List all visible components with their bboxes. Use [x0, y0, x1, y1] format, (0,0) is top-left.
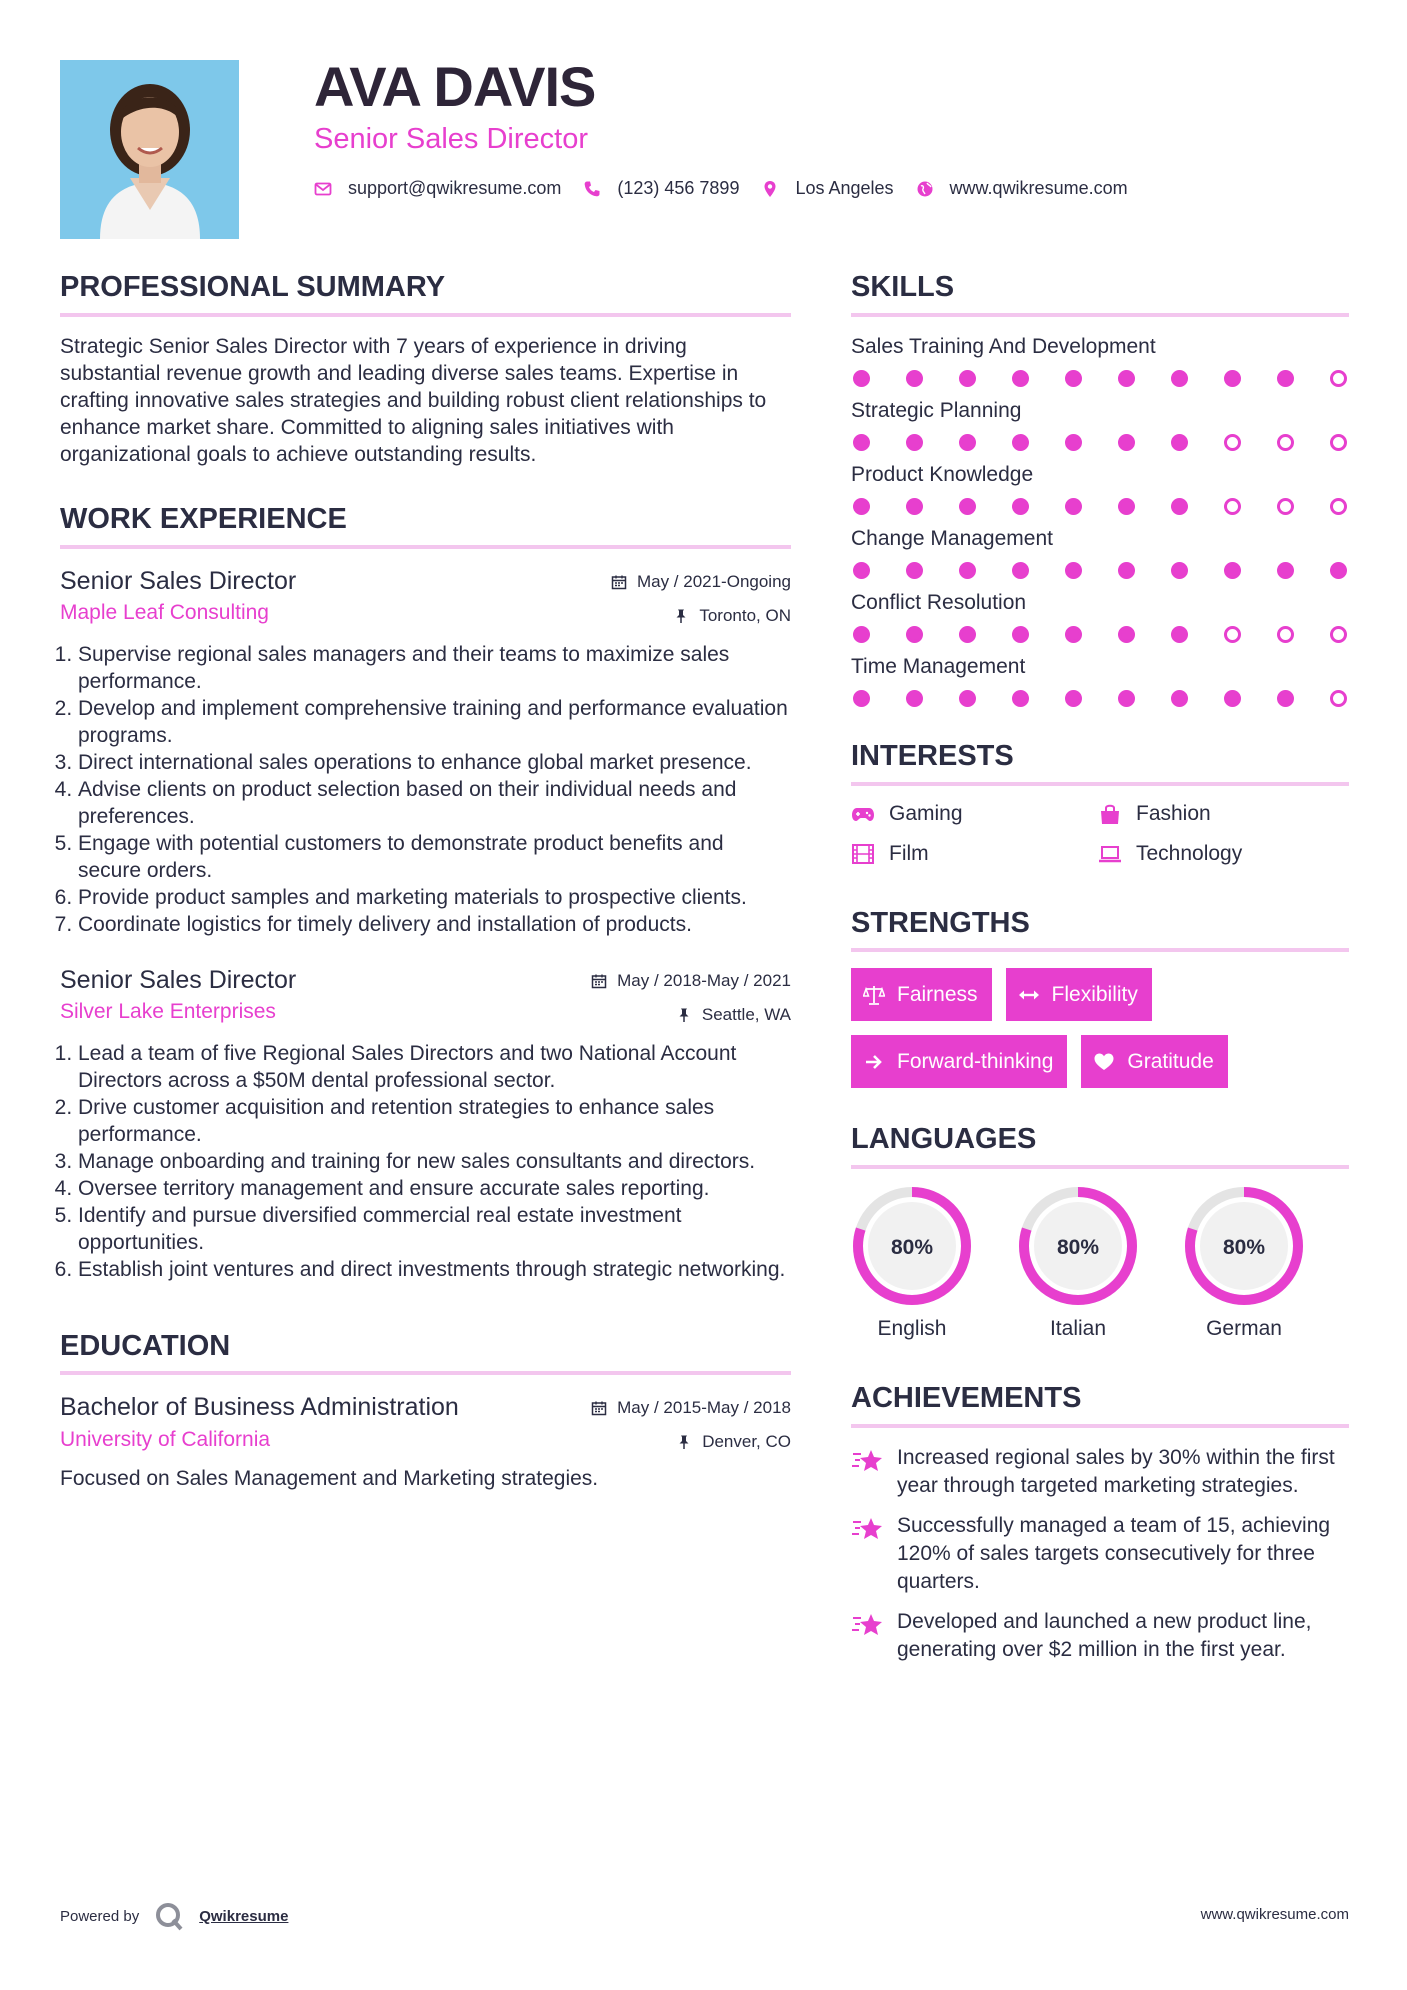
gamepad-icon	[851, 803, 875, 825]
calendar-icon	[591, 1400, 607, 1416]
skill-name: Strategic Planning	[851, 398, 1022, 422]
arrows-horizontal-icon	[1018, 984, 1040, 1006]
rating-dot-filled	[1065, 370, 1082, 387]
rating-dot-filled	[1012, 498, 1029, 515]
rating-dot-filled	[959, 370, 976, 387]
job-company: Silver Lake Enterprises	[60, 1000, 276, 1024]
strength-label: Gratitude	[1127, 1049, 1214, 1073]
contact-website-text: www.qwikresume.com	[949, 178, 1128, 198]
achievements-section	[851, 1381, 1349, 1664]
rating-dot-filled	[1224, 690, 1241, 707]
language-name: German	[1206, 1317, 1282, 1341]
language-progress-ring	[851, 1185, 973, 1307]
contact-phone-text: (123) 456 7899	[617, 178, 740, 198]
education-degree: Bachelor of Business Administration	[60, 1393, 459, 1422]
interest-label: Film	[889, 841, 929, 865]
contact-email-text: support@qwikresume.com	[348, 178, 562, 198]
interest-item	[1098, 842, 1349, 866]
rating-dot-filled	[959, 498, 976, 515]
skill-item	[851, 333, 1349, 387]
rating-dot-filled	[906, 434, 923, 451]
footer-website[interactable]: www.qwikresume.com	[1200, 1906, 1349, 1923]
achievement-text: Increased regional sales by 30% within the first year through targeted marketing strategies.	[897, 1445, 1335, 1497]
shopping-bag-icon	[1098, 803, 1122, 825]
film-icon	[851, 843, 875, 865]
calendar-icon	[591, 973, 607, 989]
skill-item	[851, 461, 1349, 515]
rating-dot-filled	[1065, 434, 1082, 451]
heart-icon	[1093, 1051, 1115, 1073]
phone-icon	[583, 180, 601, 198]
job-duties	[60, 641, 791, 938]
interest-label: Fashion	[1136, 801, 1211, 825]
strength-badge	[851, 1035, 1067, 1088]
skills-heading: SKILLS	[851, 270, 1349, 317]
interests-section	[851, 739, 1349, 866]
strength-badge	[1081, 1035, 1227, 1088]
experience-heading: WORK EXPERIENCE	[60, 502, 791, 549]
rating-dot-filled	[1171, 370, 1188, 387]
skills-list	[851, 333, 1349, 707]
qwikresume-logo-icon	[153, 1900, 185, 1932]
rating-dot-filled	[1012, 562, 1029, 579]
education-school: University of California	[60, 1427, 271, 1451]
footer-powered-by	[60, 1900, 288, 1932]
skill-rating	[851, 498, 1349, 515]
rating-dot-empty	[1224, 626, 1241, 643]
language-percent: 80%	[890, 1236, 934, 1260]
rating-dot-filled	[906, 370, 923, 387]
rating-dot-empty	[1224, 434, 1241, 451]
rating-dot-filled	[959, 434, 976, 451]
achievement-text: Successfully managed a team of 15, achieving 120% of sales targets consecutively for three quarters.	[897, 1513, 1331, 1593]
skill-name: Product Knowledge	[851, 462, 1034, 486]
education-heading: EDUCATION	[60, 1329, 791, 1376]
interest-item	[851, 802, 1098, 826]
list-item: 4. Advise clients on product selection based on their individual needs and preferences.	[78, 776, 791, 830]
rating-dot-filled	[1012, 370, 1029, 387]
skill-item	[851, 397, 1349, 451]
rating-dot-empty	[1277, 498, 1294, 515]
skill-rating	[851, 690, 1349, 707]
rating-dot-filled	[1224, 562, 1241, 579]
interest-label: Gaming	[889, 801, 963, 825]
rating-dot-filled	[1118, 370, 1135, 387]
rating-dot-filled	[1118, 690, 1135, 707]
languages-heading: LANGUAGES	[851, 1122, 1349, 1169]
shooting-star-icon	[851, 1610, 885, 1640]
strength-label: Forward-thinking	[897, 1049, 1054, 1073]
list-item: 6. Establish joint ventures and direct investments through strategic networking.	[78, 1256, 791, 1283]
balance-scale-icon	[863, 984, 885, 1006]
powered-by-text: Powered by	[60, 1907, 140, 1925]
skill-item	[851, 589, 1349, 643]
interest-item	[851, 842, 1098, 866]
job-company: Maple Leaf Consulting	[60, 601, 269, 625]
skill-rating	[851, 434, 1349, 451]
rating-dot-filled	[1118, 434, 1135, 451]
list-item: 1. Lead a team of five Regional Sales Directors and two National Account Directors across a $50M dental professional sector.	[78, 1040, 791, 1094]
job-role: Senior Sales Director	[60, 965, 297, 994]
experience-section	[60, 502, 791, 1283]
language-name: Italian	[1049, 1317, 1107, 1341]
list-item: 2. Drive customer acquisition and retention strategies to enhance sales performance.	[78, 1094, 791, 1148]
job-dates: May / 2018-May / 2021	[617, 970, 791, 990]
job-location: Seattle, WA	[701, 1004, 791, 1024]
summary-text: Strategic Senior Sales Director with 7 years of experience in driving substantial revenue growth and leading diverse sales teams. Expertise in crafting innovative sales strategies and building robust client relationships to enhance market share. Committed to aligning sales initiatives with organizational goals to achieve outstanding results.	[60, 334, 767, 466]
shooting-star-icon	[851, 1446, 885, 1476]
profile-photo	[60, 60, 239, 239]
language-item	[1017, 1185, 1183, 1341]
contact-location	[761, 178, 893, 199]
education-dates: May / 2015-May / 2018	[617, 1398, 791, 1418]
rating-dot-filled	[1224, 370, 1241, 387]
skill-rating	[851, 370, 1349, 387]
rating-dot-filled	[906, 690, 923, 707]
rating-dot-filled	[1065, 498, 1082, 515]
skill-rating	[851, 626, 1349, 643]
list-item: 2. Develop and implement comprehensive training and performance evaluation programs.	[78, 695, 791, 749]
list-item: 3. Direct international sales operations to enhance global market presence.	[78, 749, 791, 776]
list-item: 1. Supervise regional sales managers and their teams to maximize sales performance.	[78, 641, 791, 695]
rating-dot-filled	[906, 562, 923, 579]
rating-dot-empty	[1330, 498, 1347, 515]
education-section	[60, 1329, 791, 1493]
rating-dot-filled	[959, 626, 976, 643]
rating-dot-empty	[1224, 498, 1241, 515]
summary-heading: PROFESSIONAL SUMMARY	[60, 270, 791, 317]
rating-dot-filled	[959, 690, 976, 707]
language-progress-ring	[1183, 1185, 1305, 1307]
rating-dot-filled	[1012, 626, 1029, 643]
rating-dot-filled	[1065, 690, 1082, 707]
interests-heading: INTERESTS	[851, 739, 1349, 786]
contact-email[interactable]	[314, 178, 561, 199]
rating-dot-empty	[1330, 434, 1347, 451]
contact-location-text: Los Angeles	[795, 178, 894, 198]
achievements-heading: ACHIEVEMENTS	[851, 1381, 1349, 1428]
rating-dot-empty	[1330, 690, 1347, 707]
contact-website[interactable]	[916, 178, 1128, 199]
rating-dot-empty	[1277, 434, 1294, 451]
achievement-item	[851, 1608, 1349, 1664]
language-percent: 80%	[1222, 1236, 1266, 1260]
strength-badge	[1006, 968, 1152, 1021]
achievement-text: Developed and launched a new product line, generating over $2 million in the first year.	[897, 1609, 1312, 1661]
candidate-name: AVA DAVIS	[314, 55, 596, 118]
contact-phone[interactable]	[583, 178, 739, 199]
right-column	[851, 270, 1349, 1676]
rating-dot-filled	[853, 562, 870, 579]
achievement-item	[851, 1512, 1349, 1596]
shooting-star-icon	[851, 1514, 885, 1544]
rating-dot-filled	[1277, 562, 1294, 579]
left-column	[60, 270, 791, 1492]
rating-dot-filled	[1012, 690, 1029, 707]
skill-item	[851, 653, 1349, 707]
job-entry	[60, 565, 791, 938]
strength-badge	[851, 968, 992, 1021]
job-duties	[60, 1040, 791, 1283]
job-role: Senior Sales Director	[60, 566, 297, 595]
pushpin-icon	[676, 1434, 692, 1450]
job-location: Toronto, ON	[699, 605, 791, 625]
envelope-icon	[314, 180, 332, 198]
language-item	[851, 1185, 1017, 1341]
globe-icon	[916, 180, 934, 198]
rating-dot-filled	[853, 434, 870, 451]
interest-label: Technology	[1136, 841, 1243, 865]
location-pin-icon	[761, 180, 779, 198]
languages-section	[851, 1122, 1349, 1341]
strengths-section	[851, 906, 1349, 1089]
skills-section	[851, 270, 1349, 707]
rating-dot-filled	[1330, 562, 1347, 579]
job-dates: May / 2021-Ongoing	[636, 571, 791, 591]
contact-bar	[314, 178, 1150, 199]
candidate-title: Senior Sales Director	[314, 123, 588, 155]
skill-name: Time Management	[851, 654, 1026, 678]
list-item: 5. Engage with potential customers to demonstrate product benefits and secure orders.	[78, 830, 791, 884]
strength-label: Flexibility	[1051, 982, 1138, 1006]
rating-dot-filled	[959, 562, 976, 579]
rating-dot-filled	[1118, 562, 1135, 579]
strength-label: Fairness	[897, 982, 978, 1006]
rating-dot-filled	[1118, 498, 1135, 515]
achievement-item	[851, 1444, 1349, 1500]
strengths-heading: STRENGTHS	[851, 906, 1349, 953]
laptop-icon	[1098, 843, 1122, 865]
job-entry	[60, 964, 791, 1283]
language-percent: 80%	[1056, 1236, 1100, 1260]
rating-dot-filled	[1118, 626, 1135, 643]
rating-dot-filled	[1065, 626, 1082, 643]
rating-dot-filled	[1065, 562, 1082, 579]
language-item	[1183, 1185, 1349, 1341]
skill-rating	[851, 562, 1349, 579]
calendar-icon	[611, 574, 627, 590]
language-progress-ring	[1017, 1185, 1139, 1307]
list-item: 6. Provide product samples and marketing materials to prospective clients.	[78, 884, 791, 911]
rating-dot-filled	[853, 626, 870, 643]
pushpin-icon	[676, 1007, 692, 1023]
skill-item	[851, 525, 1349, 579]
summary-section	[60, 270, 791, 468]
skill-name: Change Management	[851, 526, 1053, 550]
rating-dot-filled	[906, 626, 923, 643]
education-description: Focused on Sales Management and Marketing strategies.	[60, 1467, 599, 1491]
rating-dot-filled	[1171, 562, 1188, 579]
rating-dot-filled	[1171, 498, 1188, 515]
rating-dot-filled	[906, 498, 923, 515]
rating-dot-filled	[853, 370, 870, 387]
rating-dot-filled	[1277, 690, 1294, 707]
language-name: English	[877, 1317, 947, 1341]
rating-dot-filled	[1171, 690, 1188, 707]
education-location: Denver, CO	[702, 1432, 791, 1452]
rating-dot-filled	[853, 690, 870, 707]
rating-dot-filled	[853, 498, 870, 515]
list-item: 3. Manage onboarding and training for new sales consultants and directors.	[78, 1148, 791, 1175]
interest-item	[1098, 802, 1349, 826]
list-item: 7. Coordinate logistics for timely delivery and installation of products.	[78, 911, 791, 938]
list-item: 5. Identify and pursue diversified commercial real estate investment opportunities.	[78, 1202, 791, 1256]
rating-dot-filled	[1277, 370, 1294, 387]
skill-name: Sales Training And Development	[851, 334, 1156, 358]
rating-dot-empty	[1330, 370, 1347, 387]
arrow-right-icon	[863, 1051, 885, 1073]
brand-link[interactable]: Qwikresume	[199, 1907, 289, 1925]
pushpin-icon	[673, 608, 689, 624]
rating-dot-filled	[1171, 434, 1188, 451]
rating-dot-empty	[1277, 626, 1294, 643]
rating-dot-filled	[1171, 626, 1188, 643]
list-item: 4. Oversee territory management and ensure accurate sales reporting.	[78, 1175, 791, 1202]
rating-dot-filled	[1012, 434, 1029, 451]
rating-dot-empty	[1330, 626, 1347, 643]
skill-name: Conflict Resolution	[851, 590, 1027, 614]
